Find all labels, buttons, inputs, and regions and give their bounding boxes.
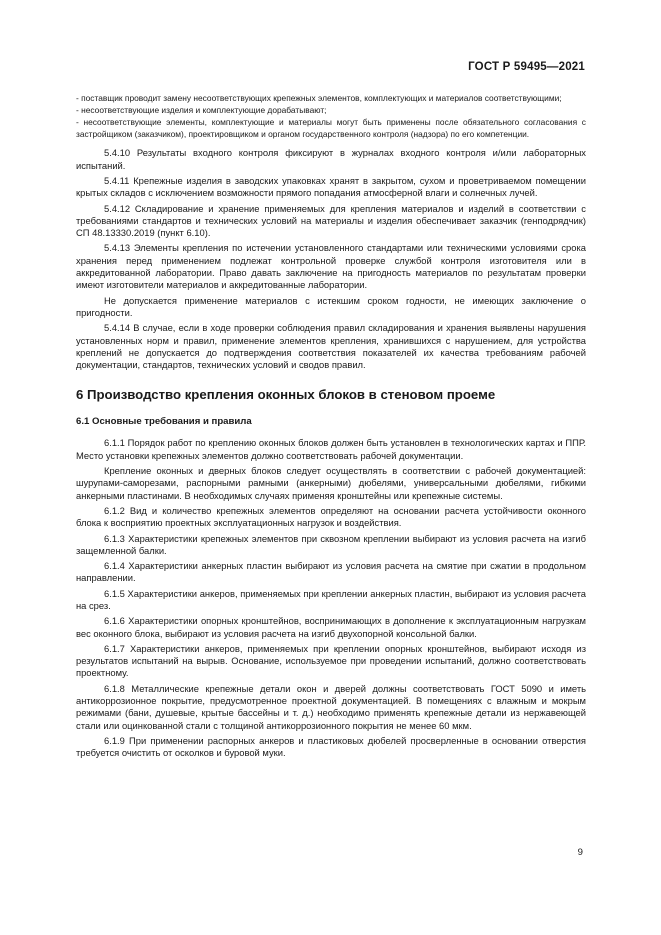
paragraph-6-1-5: 6.1.5 Характеристики анкеров, применяемых при креплении анкерных пластин, выбирают из условия расчета на срез. [76,587,586,611]
paragraph-6-1-7: 6.1.7 Характеристики анкеров, применяемых при креплении опорных кронштейнов, выбирают исходя из результатов испытаний на вырыв. Основание, используемое при проведении испытаний, должно соответствовать проектному. [76,642,586,679]
list-item: - несоответствующие изделия и комплектующие дорабатывают; [76,105,327,116]
document-body [76,92,586,760]
subsection-6-1-heading: 6.1 Основные требования и правила [76,416,252,428]
page-number: 9 [577,847,583,858]
section-6-heading: 6 Производство крепления оконных блоков в стеновом проеме [76,387,496,403]
paragraph-6-1-9: 6.1.9 При применении распорных анкеров и пластиковых дюбелей просверленные в основании отверстия требуется очистить от осколков и буровой муки. [76,734,586,759]
list-item: - поставщик проводит замену несоответствующих крепежных элементов, комплектующих и материалов соответствующими; [76,93,562,103]
paragraph-6-1-6: 6.1.6 Характеристики опорных кронштейнов, воспринимающих в дополнение к эксплуатационным нагрузкам вес оконного блока, выбирают из условия расчета на изгиб двухопорной консольной балки. [76,615,586,639]
paragraph-5-4-13: 5.4.13 Элементы крепления по истечении установленного стандартами или техническими условиями срока хранения перед применением подлежат контрольной проверке службой контроля изготовителя или в аккредитованной лаборатории. Право давать заключение на пригодность материалов по результатам проверки имеют изготовители материалов и аккредитованные лаборатории. [76,242,586,291]
list-item: - несоответствующие элементы, комплектующие и материалы могут быть применены после обязательного согласования с застройщиком (заказчиком), проектировщиком и органом государственного контроля (надзора) по его компетенции. [76,117,586,140]
paragraph-6-1-3: 6.1.3 Характеристики крепежных элементов при сквозном креплении выбирают из условия расчета на изгиб защемленной балки. [76,532,586,556]
paragraph-5-4-10: 5.4.10 Результаты входного контроля фиксируют в журналах входного контроля и/или лабораторных испытаний. [76,147,586,171]
paragraph-6-1-2: 6.1.2 Вид и количество крепежных элементов определяют на основании расчета устойчивости оконного блока к восприятию проектных эксплуатационных нагрузок и воздействия. [76,504,586,529]
paragraph-6-1-8: 6.1.8 Металлические крепежные детали окон и дверей должны соответствовать ГОСТ 5090 и иметь антикоррозионное покрытие, предусмотренное проектной документацией. В помещениях с влажным и мокрым режимами (бани, душевые, крытые бассейны и т. д.) необходимо применять крепежные детали из нержавеющей стали или оцинкованной стали с толщиной антикоррозионного покрытия не менее 60 мкм. [76,682,586,731]
paragraph-5-4-13-note: Не допускается применение материалов с истекшим сроком годности, не имеющих заключение о пригодности. [76,294,586,318]
paragraph-6-1-1-cont: Крепление оконных и дверных блоков следует осуществлять в соответствии с рабочей документацией: шурупами-саморезами, распорными рамными (анкерными) дюбелями, универсальными дюбелями, гибкими анкерными пластинами. В необходимых случаях применяя кронштейны или крепежные системы. [76,465,586,501]
paragraph-6-1-4: 6.1.4 Характеристики анкерных пластин выбирают из условия расчета на смятие при сжатии в продольном направлении. [76,560,586,584]
standard-code: ГОСТ Р 59495—2021 [468,61,585,73]
paragraph-5-4-11: 5.4.11 Крепежные изделия в заводских упаковках хранят в закрытом, сухом и проветриваемом помещении крытых складов с исключением возможности прямого попадания атмосферной влаги и солнечных лучей. [76,174,586,199]
paragraph-5-4-12: 5.4.12 Складирование и хранение применяемых для крепления материалов и изделий в соответствии с требованиями стандартов и технических условий на материалы и изделия обеспечивает заказчик (генподрядчик) СП 48.13330.2019 (пункт 6.10). [76,202,586,239]
paragraph-6-1-1: 6.1.1 Порядок работ по креплению оконных блоков должен быть установлен в технологических картах и ППР. Место установки крепежных элементов должно соответствовать рабочей документации. [76,437,586,461]
paragraph-5-4-14: 5.4.14 В случае, если в ходе проверки соблюдения правил складирования и хранения выявлены нарушения установленных норм и правил, применение элементов крепления, хранившихся с нарушением, для устройства креплений не допускается до подтверждения соответствия показателей их качества требованиям рабочей документации, стандартов, технических условий и сводов правил. [76,322,586,371]
